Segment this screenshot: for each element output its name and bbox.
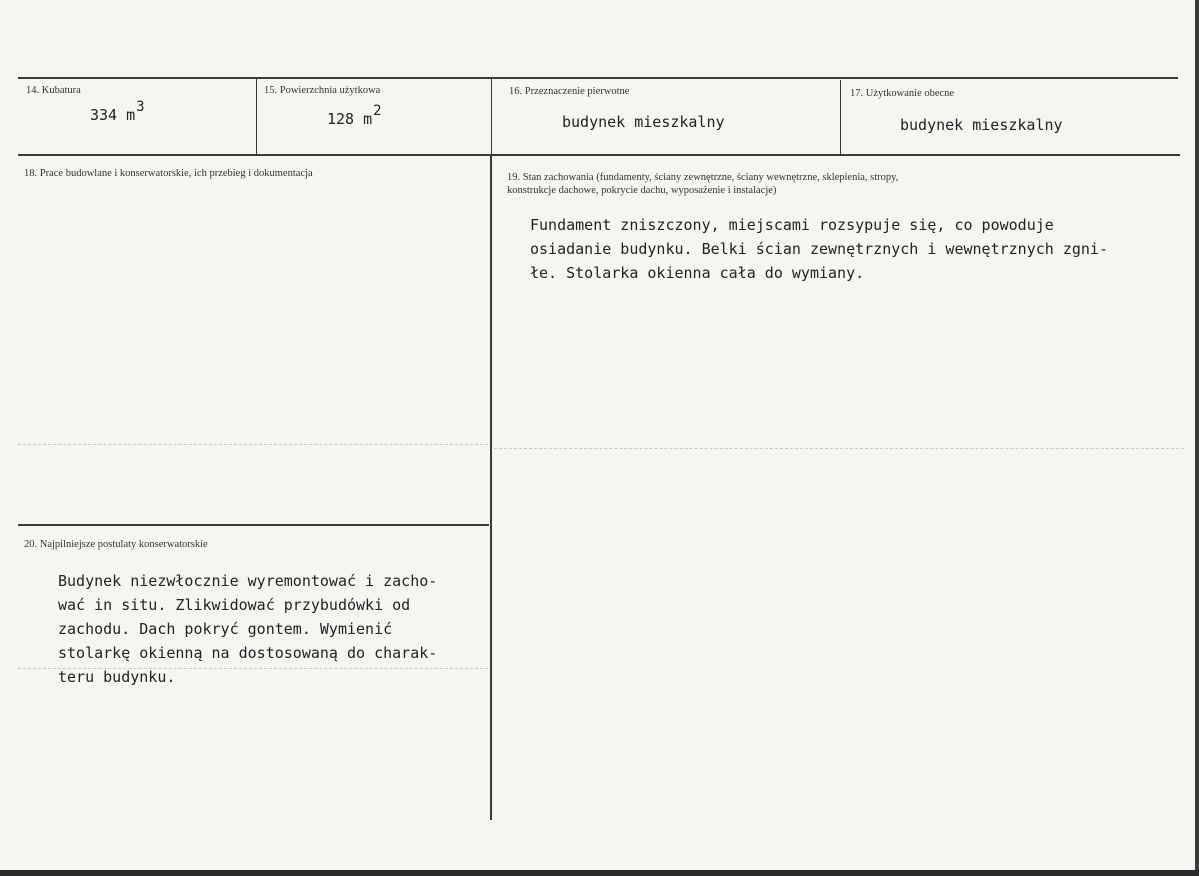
field-17-value: budynek mieszkalny [900, 116, 1063, 134]
text-line: zachodu. Dach pokryć gontem. Wymienić [58, 620, 393, 638]
card-right-edge [1195, 0, 1199, 876]
field-14-value: 334 m3 [90, 99, 145, 124]
field-15-value: 128 m2 [327, 103, 382, 128]
section-20-top-rule [18, 524, 489, 526]
field-15-label: 15. Powierzchnia użytkowa [264, 85, 381, 96]
field-20-label: 20. Najpilniejsze postulaty konserwatorskie [24, 539, 208, 550]
unit-exponent: 3 [136, 99, 145, 115]
vertical-main-divider [490, 155, 492, 820]
field-16-label: 16. Przeznaczenie pierwotne [509, 86, 630, 97]
unit-exponent: 2 [373, 103, 382, 119]
field-16-value: budynek mieszkalny [562, 113, 725, 131]
field-19-label-line1: 19. Stan zachowania (fundamenty, ściany zewnętrzne, ściany wewnętrzne, sklepienia, stropy, [507, 172, 899, 183]
field-14-label: 14. Kubatura [26, 85, 81, 96]
card-bottom-edge [0, 870, 1199, 876]
text-line: Fundament zniszczony, miejscami rozsypuje się, co powoduje [530, 216, 1054, 234]
text-line: łe. Stolarka okienna cała do wymiany. [530, 264, 865, 282]
field-20-text [58, 569, 437, 689]
text-line: stolarkę okienną na dostosowaną do charak- [58, 644, 438, 662]
guide-line [494, 448, 1184, 449]
top-rule [18, 77, 1178, 79]
field-17-label: 17. Użytkowanie obecne [850, 88, 955, 99]
text-line: teru budynku. [58, 668, 176, 686]
header-bottom-rule [18, 154, 1180, 156]
divider-14-15 [256, 78, 257, 154]
text-line: osiadanie budynku. Belki ścian zewnętrznych i wewnętrznych zgni- [530, 240, 1108, 258]
field-19-label-line2: konstrukcje dachowe, pokrycie dachu, wyposażenie i instalacje) [507, 185, 777, 196]
text-line: Budynek niezwłocznie wyremontować i zacho- [58, 572, 438, 590]
text-line: wać in situ. Zlikwidować przybudówki od [58, 596, 411, 614]
guide-line [18, 444, 488, 445]
field-18-label: 18. Prace budowlane i konserwatorskie, ich przebieg i dokumentacja [24, 168, 313, 179]
field-19-text [530, 213, 1108, 285]
divider-16-17 [840, 80, 841, 156]
divider-15-16 [491, 78, 492, 154]
